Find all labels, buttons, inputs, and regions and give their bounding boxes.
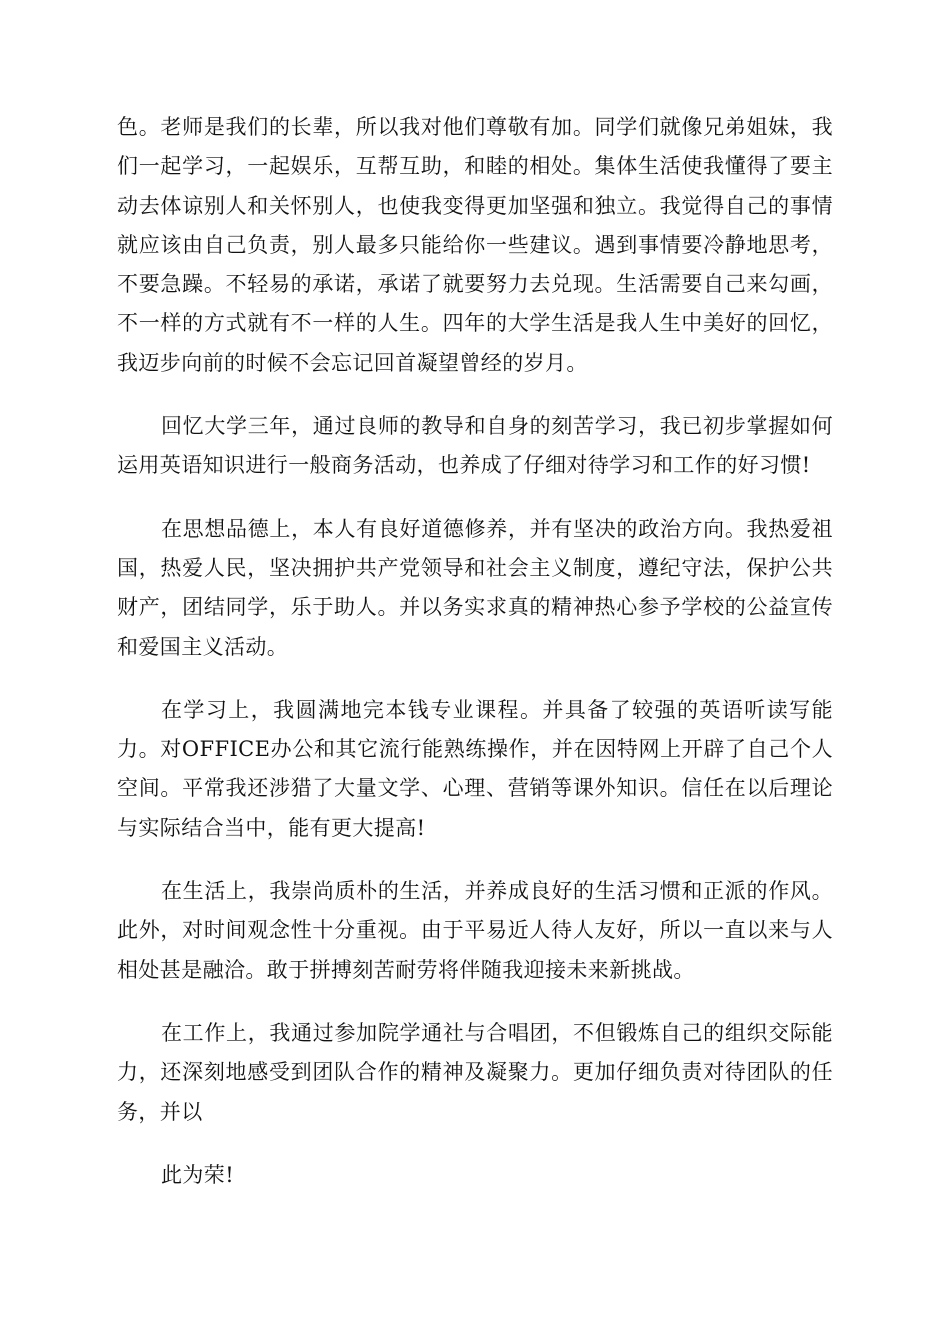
paragraph-closing: 此为荣!	[161, 1162, 235, 1187]
paragraph-study: 在学习上，我圆满地完本钱专业课程。并具备了较强的英语听读写能力。对OFFICE办公和其它流行能熟练操作，并在因特网上开辟了自己个人空间。平常我还涉猎了大量文学、心理、营销等课外知识。信任在以后理论与实际结合当中，能有更大提高!	[117, 697, 833, 840]
document-body	[117, 108, 833, 1219]
paragraph-college-review: 回忆大学三年，通过良师的教导和自身的刻苦学习，我已初步掌握如何运用英语知识进行一般商务活动，也养成了仔细对待学习和工作的好习惯!	[117, 414, 833, 478]
paragraph-work: 在工作上，我通过参加院学通社与合唱团，不但锻炼自己的组织交际能力，还深刻地感受到团队合作的精神及凝聚力。更加仔细负责对待团队的任务，并以	[117, 1020, 833, 1124]
paragraph-moral-character: 在思想品德上，本人有良好道德修养，并有坚决的政治方向。我热爱祖国，热爱人民，坚决拥护共产党领导和社会主义制度，遵纪守法，保护公共财产，团结同学，乐于助人。并以务实求真的精神热心参予学校的公益宣传和爱国主义活动。	[117, 516, 833, 659]
paragraph-continuation: 色。老师是我们的长辈，所以我对他们尊敬有加。同学们就像兄弟姐妹，我们一起学习，一起娱乐，互帮互助，和睦的相处。集体生活使我懂得了要主动去体谅别人和关怀别人，也使我变得更加坚强和独立。我觉得自己的事情就应该由自己负责，别人最多只能给你一些建议。遇到事情要冷静地思考，不要急躁。不轻易的承诺，承诺了就要努力去兑现。生活需要自己来勾画，不一样的方式就有不一样的人生。四年的大学生活是我人生中美好的回忆，我迈步向前的时候不会忘记回首凝望曾经的岁月。	[117, 115, 833, 375]
paragraph-life: 在生活上，我崇尚质朴的生活，并养成良好的生活习惯和正派的作风。此外，对时间观念性十分重视。由于平易近人待人友好，所以一直以来与人相处甚是融洽。敢于拼搏刻苦耐劳将伴随我迎接未来新挑战。	[117, 879, 833, 982]
